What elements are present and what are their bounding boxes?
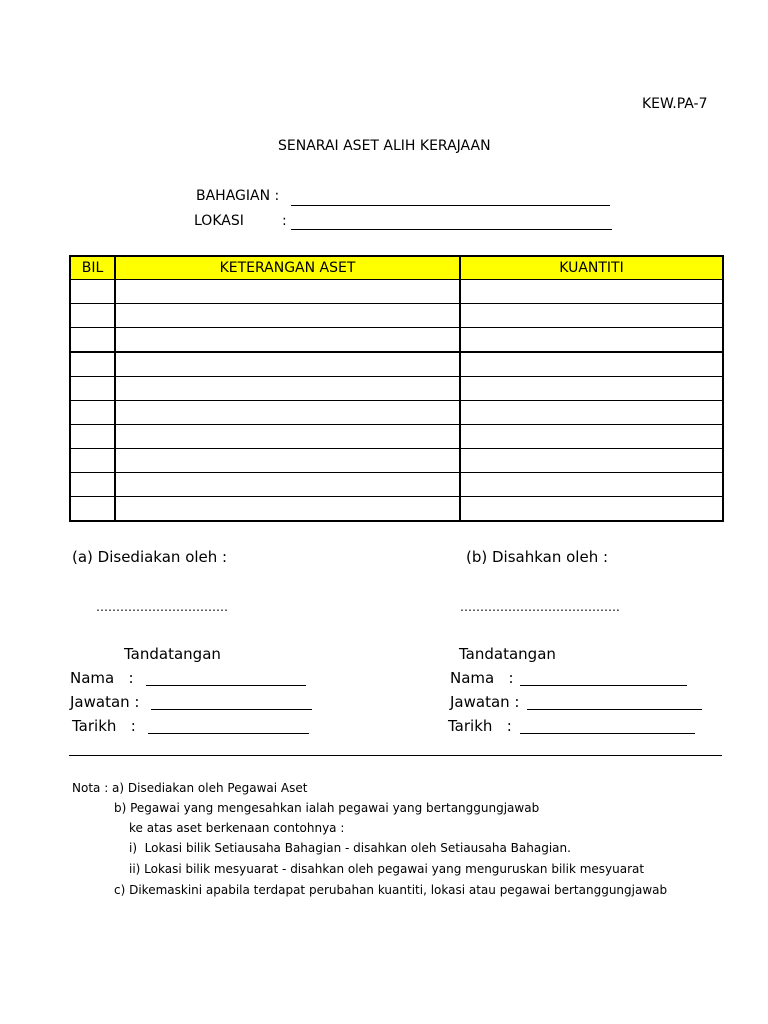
note-b-i: i) Lokasi bilik Setiausaha Bahagian - disahkan oleh Setiausaha Bahagian. [129, 841, 571, 855]
prepared-by-sign-label: Tandatangan [124, 645, 221, 663]
approved-by-jawatan-field[interactable] [527, 709, 702, 710]
table-row [70, 497, 723, 522]
note-c: c) Dikemaskini apabila terdapat perubahan kuantiti, lokasi atau pegawai bertanggungjawab [114, 883, 668, 897]
lokasi-colon: : [282, 213, 287, 229]
cell-keterangan-aset[interactable] [115, 328, 460, 353]
form-code: KEW.PA-7 [642, 96, 708, 112]
header-keterangan-aset: KETERANGAN ASET [115, 256, 460, 280]
cell-keterangan-aset[interactable] [115, 352, 460, 377]
cell-keterangan-aset[interactable] [115, 280, 460, 304]
prepared-by-signature-line[interactable]: …………………………… [96, 600, 228, 614]
cell-kuantiti[interactable] [460, 401, 723, 425]
lokasi-label: LOKASI [194, 213, 244, 229]
cell-bil[interactable] [70, 328, 115, 353]
cell-kuantiti[interactable] [460, 449, 723, 473]
cell-kuantiti[interactable] [460, 304, 723, 328]
cell-keterangan-aset[interactable] [115, 377, 460, 401]
page-title: SENARAI ASET ALIH KERAJAAN [278, 138, 491, 154]
approved-by-sign-label: Tandatangan [459, 645, 556, 663]
approved-by-heading: (b) Disahkan oleh : [466, 548, 609, 566]
cell-bil[interactable] [70, 352, 115, 377]
prepared-by-heading: (a) Disediakan oleh : [72, 548, 228, 566]
table-row [70, 328, 723, 353]
lokasi-field[interactable] [291, 229, 612, 230]
cell-kuantiti[interactable] [460, 497, 723, 522]
cell-kuantiti[interactable] [460, 473, 723, 497]
table-header-row [70, 256, 723, 280]
cell-bil[interactable] [70, 497, 115, 522]
asset-table [69, 255, 724, 522]
prepared-by-nama-label: Nama : [70, 669, 134, 687]
note-b-continuation: ke atas aset berkenaan contohnya : [129, 821, 345, 835]
section-divider [69, 755, 722, 756]
cell-bil[interactable] [70, 473, 115, 497]
table-row [70, 401, 723, 425]
cell-kuantiti[interactable] [460, 425, 723, 449]
approved-by-nama-field[interactable] [520, 685, 687, 686]
header-kuantiti: KUANTITI [460, 256, 723, 280]
approved-by-tarikh-label: Tarikh : [448, 717, 512, 735]
cell-keterangan-aset[interactable] [115, 401, 460, 425]
table-row [70, 280, 723, 304]
cell-keterangan-aset[interactable] [115, 304, 460, 328]
note-b-ii: ii) Lokasi bilik mesyuarat - disahkan oleh pegawai yang menguruskan bilik mesyuarat [129, 862, 645, 876]
note-b: b) Pegawai yang mengesahkan ialah pegawai yang bertanggungjawab [114, 801, 540, 815]
cell-bil[interactable] [70, 425, 115, 449]
cell-kuantiti[interactable] [460, 328, 723, 353]
cell-keterangan-aset[interactable] [115, 449, 460, 473]
cell-kuantiti[interactable] [460, 280, 723, 304]
bahagian-field[interactable] [291, 205, 610, 206]
header-bil: BIL [70, 256, 115, 280]
approved-by-tarikh-field[interactable] [520, 733, 695, 734]
bahagian-label: BAHAGIAN : [196, 188, 280, 204]
cell-keterangan-aset[interactable] [115, 473, 460, 497]
cell-keterangan-aset[interactable] [115, 497, 460, 522]
cell-kuantiti[interactable] [460, 377, 723, 401]
approved-by-signature-line[interactable]: …………………………………. [460, 600, 620, 614]
cell-kuantiti[interactable] [460, 352, 723, 377]
cell-bil[interactable] [70, 377, 115, 401]
table-row [70, 425, 723, 449]
cell-bil[interactable] [70, 304, 115, 328]
table-row [70, 304, 723, 328]
note-a: Nota : a) Disediakan oleh Pegawai Aset [72, 781, 308, 795]
cell-bil[interactable] [70, 449, 115, 473]
prepared-by-jawatan-field[interactable] [151, 709, 312, 710]
prepared-by-tarikh-label: Tarikh : [72, 717, 136, 735]
approved-by-nama-label: Nama : [450, 669, 514, 687]
cell-bil[interactable] [70, 280, 115, 304]
table-row [70, 352, 723, 377]
cell-bil[interactable] [70, 401, 115, 425]
cell-keterangan-aset[interactable] [115, 425, 460, 449]
prepared-by-nama-field[interactable] [146, 685, 306, 686]
prepared-by-jawatan-label: Jawatan : [70, 693, 140, 711]
approved-by-jawatan-label: Jawatan : [450, 693, 520, 711]
prepared-by-tarikh-field[interactable] [148, 733, 309, 734]
table-row [70, 473, 723, 497]
table-row [70, 449, 723, 473]
table-row [70, 377, 723, 401]
